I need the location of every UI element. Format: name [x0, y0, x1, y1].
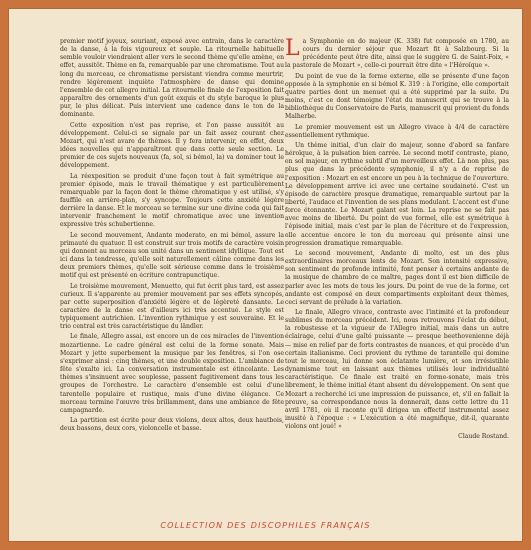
left-column: [60, 38, 284, 435]
paragraph: [285, 38, 509, 71]
paragraph: La partition est écrite pour deux violons, deux altos, deux hautbois, deux bassons, deux cors, violoncelle et basse.: [60, 417, 284, 433]
paragraph: Le finale, Allegro vivace, contraste avec l'intimité et la profondeur sublimes du morceau précédent. Ici, nous retrouvons l'éclat du début, la robustesse et la vigueur de l'Allegro initial, mais dans un autre éclairage, celui d'une gaîté puissante — presque beethovenienne déjà — mise en relief par de forts contrastes de nuances, et qui procède d'un certain italianisme. Ceci provient du rythme de tarantelle qui domine tout le morceau, lui donne son éclatante lumière, et son irrésistible dynamisme tout en laissant aux thèmes utilisés leur individualité caractéristique. Ce finale est traité en forme-sonate, mais très librement, le thème initial étant absent du développement. On sent que Mozart a recherché ici une impression de puissance, et, s'il en fallait la preuve, sa correspondance nous la donnerait, dans cette lettre du 11 avril 1781, où il raconte qu'il dirigea un effectif instrumental assez inusité à l'époque : « L'exécution a été magnifique, dit-il, quarante violons ont joué! »: [285, 309, 509, 431]
paragraph-text: a Symphonie en do majeur (K. 338) fut composée en 1780, au cours du dernier séjour que Mozart fit à Salzbourg. Si la précédente peut être dite, ainsi que le suggère G. de Saint-Foix, « la pastorale de Mozart », celle-ci pourrait être dite « l'Héroïque ».: [285, 38, 509, 70]
paragraph: premier motif joyeux, souriant, exposé avec entrain, dans le caractère de la danse, à la fois vigoureux et souple. La ritournelle habituelle semble vouloir viendraient aller vers le second thème qu'elle amène, en effet, aussitôt. Thème en fa, remarquable par une chromatisme. Tout au long du morceau, ce chromatisme persistant viendra comme meurtrir, rendre légèrement inquiète l'atmosphère de danse qui domine l'ensemble de cet allegro initial. La ritournelle finale de l'exposition fait apparaître des ornements d'un goût exquis et du style baroque le plus pur, le plus délicat. Puis intervient une cadence dans le ton de la dominante.: [60, 38, 284, 119]
collection-footer: COLLECTION DES DISCOPHILES FRANÇAIS: [160, 521, 371, 530]
drop-cap: L: [285, 36, 300, 61]
paragraph: Le second mouvement, Andante di molto, est un des plus extraordinaires morceaux lents de Mozart. Son intensité expressive, son sentiment de profonde intimité, font penser à certains andante de la musique de chambre de ce maître, pages dont il est bien difficile de parler avec les mots de tous les jours. Du point de vue de la forme, cet andante est composé en deux compartiments exploitant deux thèmes, ceci servant de prélude à la variation.: [285, 249, 509, 306]
paragraph: Un thème initial, d'un clair do majeur, sonne d'abord sa fanfare héroïque, à la pulsation bien carrée. Le second motif contraste, piano, en sol majeur, en rythme subtil d'un merveilleux effet. Là non plus, pas plus que dans la précédente symphonie, il n'y a de reprise de l'exposition : Mozart en est encore un peu à la technique de l'ouverture. Le développement arrive ici avec une certaine soudaineté. C'est un épisode de caractère presque dramatique, remarquable surtout par la liberté, l'audace et l'invention de ses plans modulant. L'accent est d'une force étonnante. Le Mozart galant est loin. La reprise ne se fait pas avec moins de liberté. Du point de vue formel, elle est symétrique à l'épisode initial, mais c'est par le plan de l'écriture et de l'expression, elle accentue encore le ton du morceau qui présente ainsi une progression dramatique remarquable.: [285, 141, 509, 247]
paragraph: Du point de vue de la forme externe, elle se présente d'une façon opposée à la symphonie en si bémol K. 319 : à l'origine, elle comportait quatre parties dont un menuet qui a été supprimé par la suite. Du moins, c'est ce dont témoigne l'état du manuscrit qui se trouve à la bibliothèque du Conservatoire de Paris, manuscrit qui provient du fonds Malherbe.: [285, 72, 509, 121]
signature: Claude Rostand.: [458, 433, 509, 441]
right-column: [285, 38, 509, 442]
paragraph: Le finale, Allegro assai, est encore un de ces miracles de l'invention mozartienne. Le cadre général est celui de la forme sonate. Mais Mozart y jette superbement la musique par les fenêtres, si l'on ose s'exprimer ainsi : cinq thèmes, et une double exposition. L'ambiance de fête s'exalte ici. La conversation instrumentale est étincelante. Les thèmes s'insinuent avec souplesse, passent fugitivement dans tous les groupes de l'orchestre. Le caractère d'ensemble est celui d'une tarentelle populaire et rustique, mais d'une divine élégance. Ce morceau termine l'œuvre très brillamment, dans une ambiance de fête campagnarde.: [60, 333, 284, 414]
paragraph: Le troisième mouvement, Menuetto, qui fut écrit plus tard, est assez curieux. Il s'apparente au premier mouvement par ses effets syncopés, par cette superposition d'anxiété légère et de légèreté dansante. Le caractère de la danse est d'ailleurs ici très accentué. Le style est typiquement autrichien. L'invention rythmique y est souveraine. Et le trio central est très caractéristique du ländler.: [60, 282, 284, 331]
paragraph: Le premier mouvement est un Allegro vivace à 4/4 de caractère essentiellement rythmique.: [285, 123, 509, 139]
paragraph: Le second mouvement, Andante moderato, en mi bémol, assure la primauté du quatuor. Il est construit sur trois motifs de caractère voisin qui donnent au morceau son unité dans un sentiment idyllique. Tout est ici dans la tendresse, qu'elle soit naturellement câline comme dans les deux premiers thèmes, qu'elle soit sérieuse comme dans le troisième motif qui est présenté en écriture contrapunctique.: [60, 231, 284, 280]
paragraph: Cette exposition n'est pas reprise, et l'on passe aussitôt au développement. Celui-ci se signale par un fait assez courant chez Mozart, qui n'est avare de thèmes. Il y fera intervenir, en effet, deux idées nouvelles qui n'apparaîtront que dans cette seule section. Le premier de ces sujets nouveaux (fa, sol, si bémol, la) va dominer tout le développement.: [60, 121, 284, 170]
paragraph: La réexposition se produit d'une façon tout à fait symétrique au premier épisode, mais le travail thématique y est particulièrement remarquable par la façon dont le thème chromatique y est utilisé, s'y fauffile en arrière-plan, s'y syncope. Toujours cette anxiété légère derrière la danse. Et le morceau se termine sur une divine coda qui fait intervenir franchement le motif chromatique avec une invention expressive très schubertienne.: [60, 172, 284, 229]
page: [8, 8, 523, 542]
